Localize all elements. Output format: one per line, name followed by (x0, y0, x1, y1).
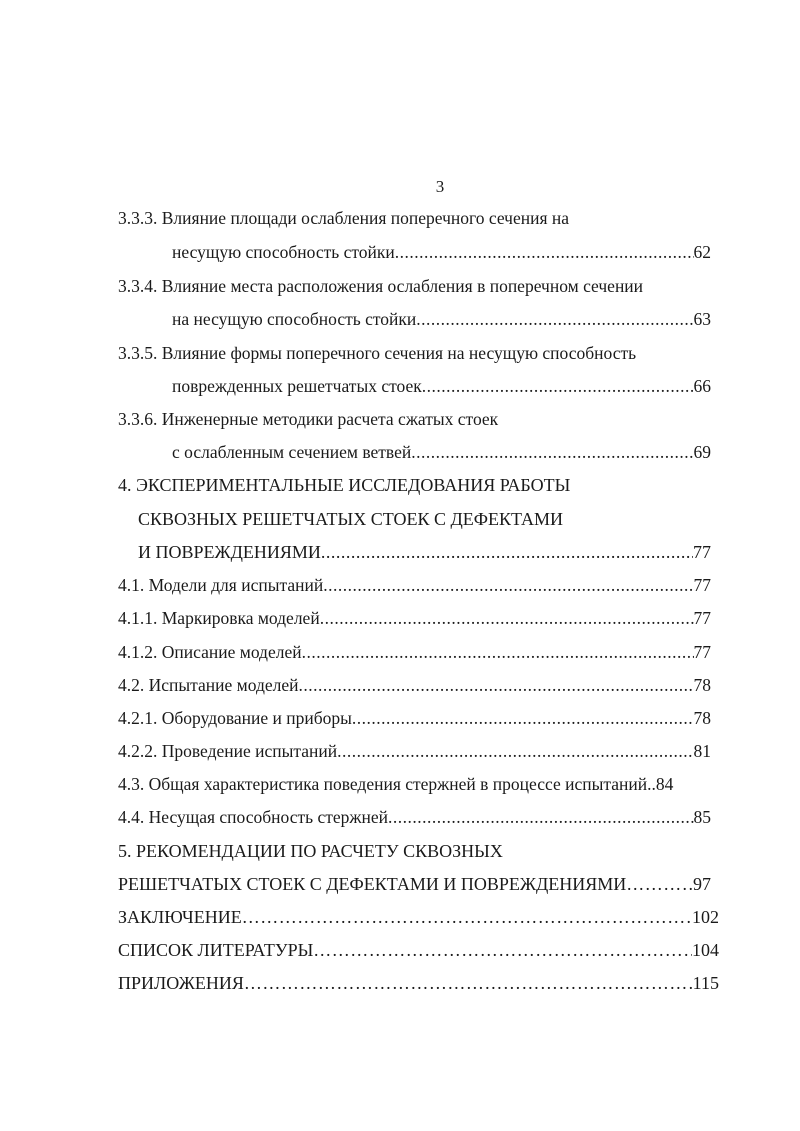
toc-page-number: 81 (693, 741, 711, 761)
toc-entry-3-3-5-title: 3.3.5. Влияние формы поперечного сечения на несущую способность (118, 343, 637, 363)
dot-leader (323, 573, 693, 597)
dot-leader (411, 440, 693, 464)
dot-leader (388, 805, 693, 829)
toc-chapter-4 (138, 540, 711, 564)
toc-entry-label: ЗАКЛЮЧЕНИЕ (118, 907, 242, 927)
dot-leader (395, 240, 694, 264)
toc-entry-label: 4.1.2. Описание моделей (118, 642, 302, 662)
toc-entry-4-1-2 (118, 640, 711, 664)
toc-entry-label: 4.3. Общая характеристика поведения стержней в процессе испытаний.. (118, 774, 656, 794)
toc-page-number: 85 (693, 807, 711, 827)
toc-entry-3-3-6 (172, 440, 711, 464)
dot-leader (321, 540, 693, 564)
toc-page-number: 115 (692, 973, 719, 993)
toc-entry-label: на несущую способность стойки (172, 309, 417, 329)
toc-entry-4-3 (118, 772, 711, 796)
toc-page-number: 63 (693, 309, 711, 329)
toc-entry-3-3-4-title: 3.3.4. Влияние места расположения ослабления в поперечном сечении (118, 276, 644, 296)
toc-entry-4-2-2 (118, 739, 711, 763)
toc-entry-label: 4.2. Испытание моделей (118, 675, 299, 695)
toc-page-number: 77 (693, 542, 711, 562)
dot-leader (337, 739, 693, 763)
toc-entry-label: 4.2.2. Проведение испытаний (118, 741, 338, 761)
page-number: 3 (435, 177, 445, 196)
toc-chapter-4-title-line1: 4. ЭКСПЕРИМЕНТАЛЬНЫЕ ИССЛЕДОВАНИЯ РАБОТЫ (118, 475, 571, 495)
toc-chapter-5 (118, 872, 711, 896)
toc-page-number: 77 (693, 575, 711, 595)
toc-page-number: 77 (693, 642, 711, 662)
toc-entry-3-3-5 (172, 374, 711, 398)
toc-entry-label: РЕШЕТЧАТЫХ СТОЕК С ДЕФЕКТАМИ И ПОВРЕЖДЕНИЯМИ (118, 874, 627, 894)
toc-entry-3-3-6-title: 3.3.6. Инженерные методики расчета сжатых стоек (118, 409, 499, 429)
dot-leader (242, 905, 692, 929)
toc-entry-4-1-1 (118, 606, 711, 630)
toc-page-number: 77 (693, 608, 711, 628)
toc-entry-3-3-4 (172, 307, 711, 331)
toc-chapter-5-title-line1: 5. РЕКОМЕНДАЦИИ ПО РАСЧЕТУ СКВОЗНЫХ (118, 841, 503, 861)
toc-entry-label: поврежденных решетчатых стоек (172, 376, 422, 396)
toc-entry-label: с ослабленным сечением ветвей (172, 442, 412, 462)
toc-entry-4-2-1 (118, 706, 711, 730)
dot-leader (299, 673, 694, 697)
toc-page-number: 69 (693, 442, 711, 462)
toc-page-number: 78 (693, 675, 711, 695)
toc-page-number: 102 (692, 907, 719, 927)
dot-leader (422, 374, 694, 398)
toc-entry-4-2 (118, 673, 711, 697)
dot-leader (320, 606, 694, 630)
toc-entry-label: 4.2.1. Оборудование и приборы (118, 708, 352, 728)
dot-leader (626, 872, 693, 896)
toc-entry-3-3-3-title: 3.3.3. Влияние площади ослабления поперечного сечения на (118, 208, 570, 228)
toc-entry-label: И ПОВРЕЖДЕНИЯМИ (138, 542, 321, 562)
toc-references (118, 938, 719, 962)
toc-entry-3-3-3 (172, 240, 711, 264)
toc-page-number: 62 (693, 242, 711, 262)
toc-entry-4-4 (118, 805, 711, 829)
toc-entry-label: СПИСОК ЛИТЕРАТУРЫ (118, 940, 314, 960)
toc-entry-label: 4.4. Несущая способность стержней (118, 807, 389, 827)
dot-leader (416, 307, 693, 331)
toc-page-number: 84 (655, 774, 674, 794)
toc-chapter-4-title-line2: СКВОЗНЫХ РЕШЕТЧАТЫХ СТОЕК С ДЕФЕКТАМИ (138, 509, 564, 529)
toc-conclusion (118, 905, 719, 929)
toc-entry-label: несущую способность стойки (172, 242, 395, 262)
toc-entry-label: 4.1. Модели для испытаний (118, 575, 324, 595)
toc-entry-label: 4.1.1. Маркировка моделей (118, 608, 320, 628)
dot-leader (244, 971, 693, 995)
dot-leader (313, 938, 692, 962)
toc-entry-4-1 (118, 573, 711, 597)
dot-leader (302, 640, 694, 664)
toc-entry-label: ПРИЛОЖЕНИЯ (118, 973, 244, 993)
dot-leader (352, 706, 694, 730)
toc-appendices (118, 971, 719, 995)
toc-page-number: 97 (693, 874, 711, 894)
toc-page-number: 78 (693, 708, 711, 728)
toc-page-number: 104 (692, 940, 719, 960)
toc-page-number: 66 (693, 376, 711, 396)
